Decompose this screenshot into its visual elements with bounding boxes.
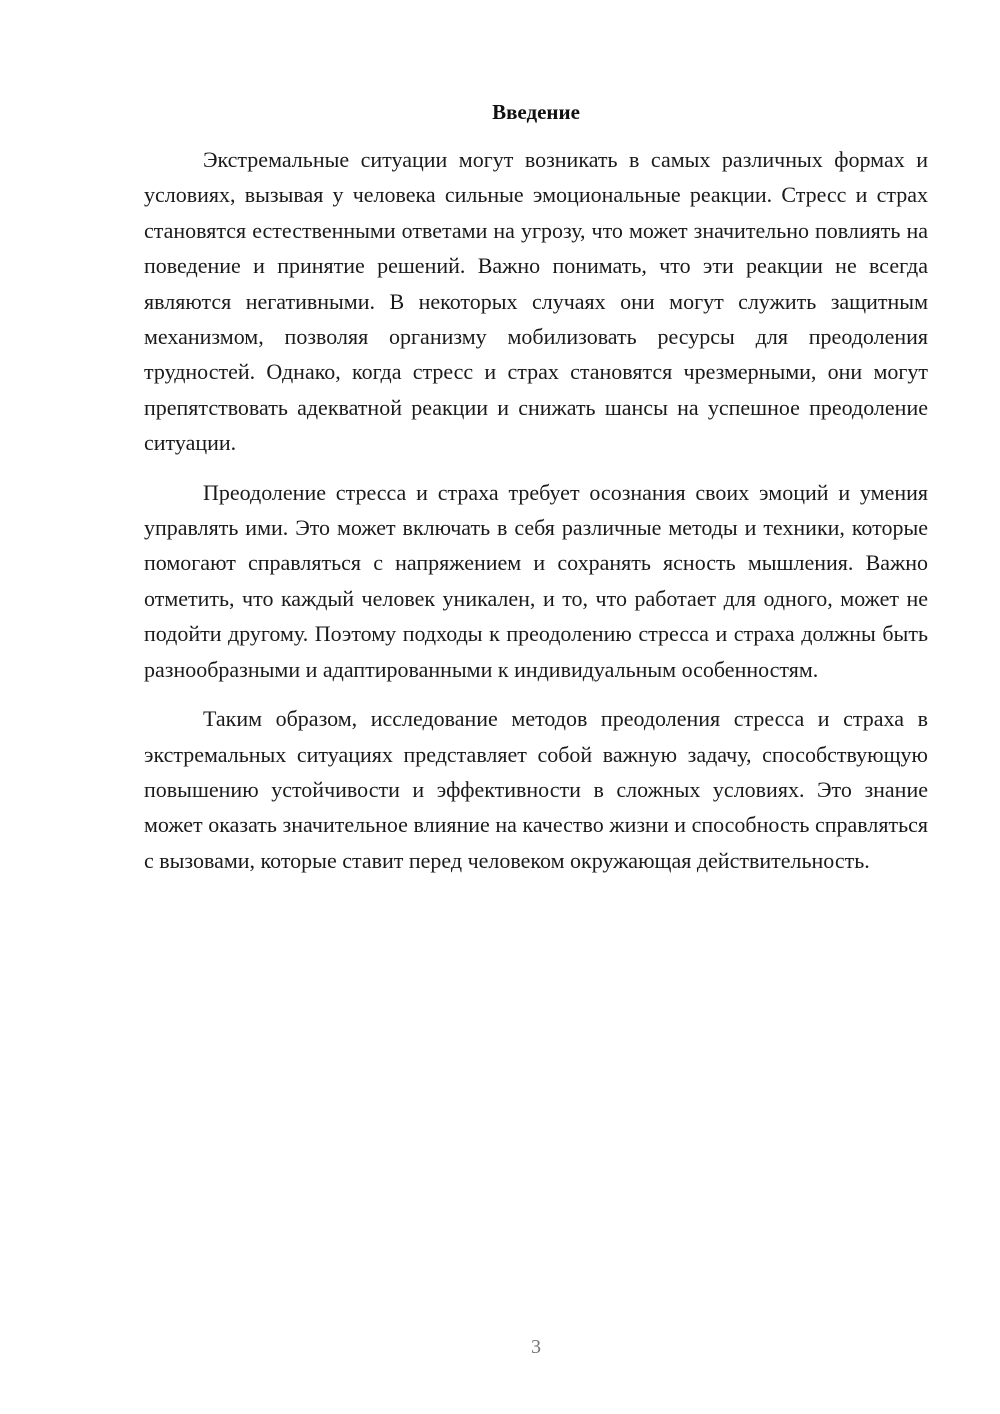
- body-text: [144, 142, 928, 892]
- section-heading: Введение: [492, 100, 580, 124]
- page-number: 3: [531, 1336, 541, 1358]
- paragraph-1: Экстремальные ситуации могут возникать в самых различных формах и условиях, вызывая у человека сильные эмоциональные реакции. Стресс и страх становятся естественными ответами на угрозу, что может значительно повлиять на поведение и принятие решений. Важно понимать, что эти реакции не всегда являются негативными. В некоторых случаях они могут служить защитным механизмом, позволяя организму мобилизовать ресурсы для преодоления трудностей. Однако, когда стресс и страх становятся чрезмерными, они могут препятствовать адекватной реакции и снижать шансы на успешное преодоление ситуации.: [144, 147, 928, 456]
- paragraph-3: Таким образом, исследование методов преодоления стресса и страха в экстремальных ситуациях представляет собой важную задачу, способствующую повышению устойчивости и эффективности в сложных условиях. Это знание может оказать значительное влияние на качество жизни и способность справляться с вызовами, которые ставит перед человеком окружающая действительность.: [144, 706, 928, 873]
- paragraph-2: Преодоление стресса и страха требует осознания своих эмоций и умения управлять ими. Это может включать в себя различные методы и техники, которые помогают справляться с напряжением и сохранять ясность мышления. Важно отметить, что каждый человек уникален, и то, что работает для одного, может не подойти другому. Поэтому подходы к преодолению стресса и страха должны быть разнообразными и адаптированными к индивидуальным особенностям.: [144, 479, 928, 682]
